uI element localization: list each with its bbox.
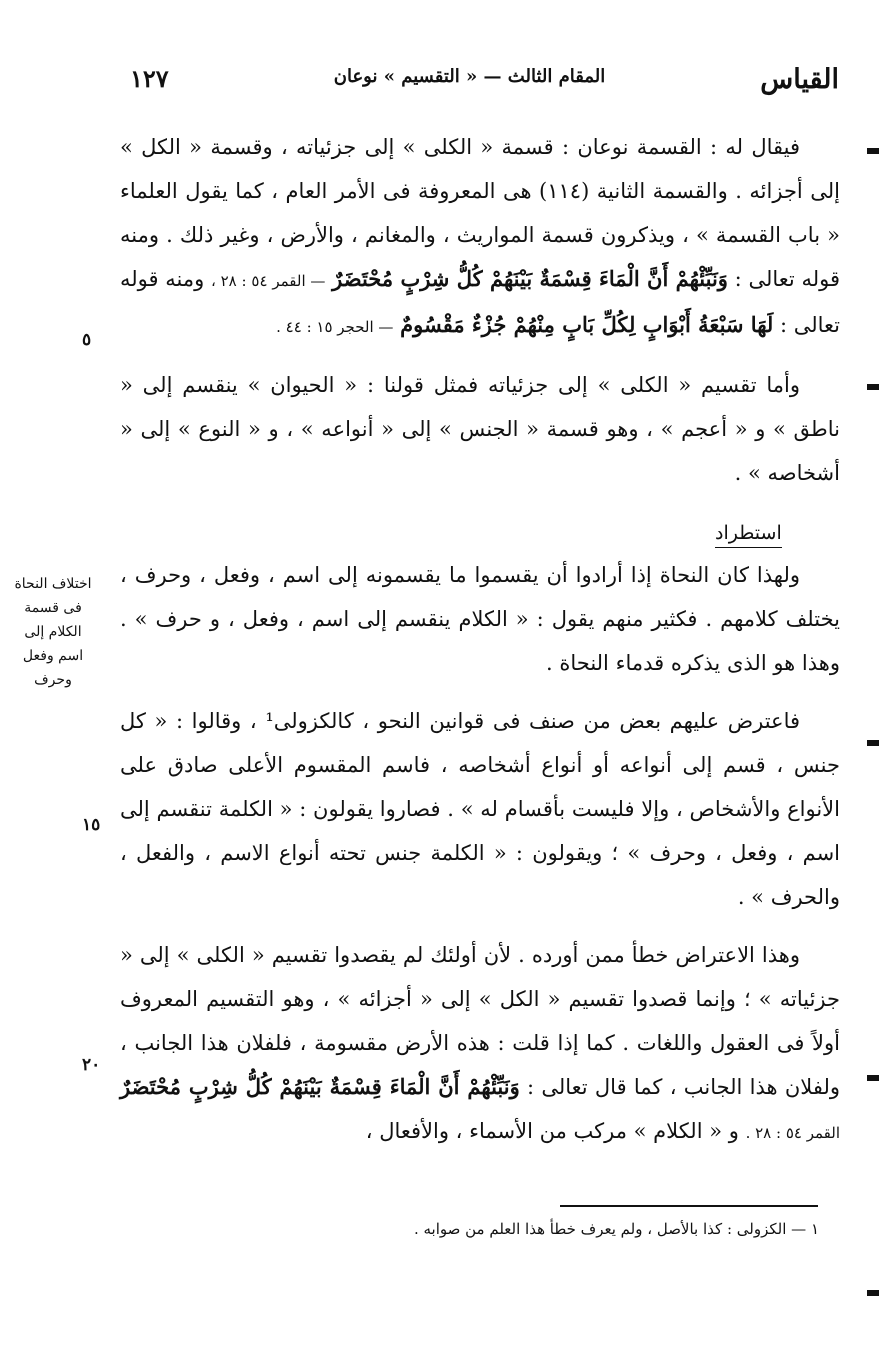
footnote: ١ — الكزولى : كذا بالأصل ، ولم يعرف خطأ هذا العلم من صوابه . bbox=[413, 1220, 819, 1238]
page-edge-mark bbox=[867, 384, 879, 390]
line-number-20: ٢٠ bbox=[82, 1055, 101, 1075]
paragraph-1 bbox=[120, 125, 840, 349]
page-edge-mark bbox=[867, 1290, 879, 1296]
page-number: ١٢٧ bbox=[130, 64, 169, 93]
paragraph-text: وهذا الاعتراض خطأ ممن أورده . لأن أولئك لم يقصدوا تقسيم « الكلى » إلى « جزئياته » ؛ وإنما قصدوا تقسيم « الكل » إلى « أجزائه » ، وهو التقسيم المعروف أولاً فى العقول واللغات . كما إذا قلت : هذه الأرض مقسومة ، فلفلان هذا الجانب ، ولفلان هذا الجانب ، كما قال تعالى : bbox=[120, 943, 840, 1099]
verse-reference: القمر ٥٤ : ٢٨ . bbox=[745, 1124, 840, 1142]
margin-note: اختلاف النحاة فى قسمة الكلام إلى اسم وفعل وحرف bbox=[14, 576, 92, 688]
paragraph-3 bbox=[120, 553, 840, 685]
running-head bbox=[100, 60, 839, 104]
page-edge-mark bbox=[867, 740, 879, 746]
paragraph-text: فاعترض عليهم بعض من صنف فى قوانين النحو ، كالكزولى¹ ، وقالوا : « كل جنس ، قسم إلى أنواعه أو أنواع أشخاصه ، فاسم المقسوم الأعلى صادق على الأنواع والأشخاص ، وإلا فليست بأقسام له » . فصاروا يقولون : « الكلمة تنقسم إلى اسم ، وفعل ، وحرف » ؛ ويقولون : « الكلمة جنس تحته أنواع الاسم ، والفعل ، والحرف » . bbox=[120, 709, 840, 909]
page-edge-mark bbox=[867, 148, 879, 154]
body-text bbox=[120, 125, 840, 1155]
footnote-divider bbox=[560, 1205, 818, 1207]
paragraph-text: ومنه قوله تعالى : bbox=[120, 267, 840, 337]
paragraph-text: فيقال له : القسمة نوعان : قسمة « الكلى » إلى جزئياته ، وقسمة « الكل » إلى أجزائه . والقسمة الثانية (١١٤) هى المعروفة فى الأمر العام ، كما يقول العلماء « باب القسمة » ، ويذكرون قسمة المواريث ، والمغانم ، والأرض ، وغير ذلك . ومنه قوله تعالى : bbox=[120, 135, 840, 291]
paragraph-5 bbox=[120, 933, 840, 1155]
quran-verse: وَنَبِّئْهُمْ أَنَّ الْمَاءَ قِسْمَةٌ بَيْنَهُمْ كُلُّ شِرْبٍ مُحْتَضَرٌ bbox=[332, 266, 728, 291]
quran-verse: لَهَا سَبْعَةُ أَبْوَابٍ لِكُلِّ بَابٍ مِنْهُمْ جُزْءٌ مَقْسُومٌ bbox=[400, 312, 774, 337]
chapter-title: القياس bbox=[760, 64, 839, 95]
line-number-5: ٥ bbox=[82, 330, 92, 350]
paragraph-text: وأما تقسيم « الكلى » إلى جزئياته فمثل قولنا : « الحيوان » ينقسم إلى « ناطق » و « أعجم » ، وهو قسمة « الجنس » إلى « أنواعه » ، و « النوع » إلى « أشخاصه » . bbox=[120, 373, 841, 485]
paragraph-2 bbox=[120, 363, 840, 495]
quran-verse: وَنَبِّئْهُمْ أَنَّ الْمَاءَ قِسْمَةٌ بَيْنَهُمْ كُلُّ شِرْبٍ مُحْتَضَرٌ bbox=[120, 1074, 520, 1099]
verse-reference: — القمر ٥٤ : ٢٨ ، bbox=[210, 272, 326, 290]
page-edge-mark bbox=[867, 1075, 879, 1081]
line-number-15: ١٥ bbox=[82, 815, 101, 835]
verse-reference: — الحجر ١٥ : ٤٤ . bbox=[276, 318, 394, 336]
section-heading: المقام الثالث — « التقسيم » نوعان bbox=[333, 66, 606, 87]
paragraph-4 bbox=[120, 699, 840, 919]
paragraph-text: ولهذا كان النحاة إذا أرادوا أن يقسموا ما يقسمونه إلى اسم ، وفعل ، وحرف ، يختلف كلامهم . فكثير منهم يقول : « الكلام ينقسم إلى اسم ، وفعل ، و حرف » . وهذا هو الذى يذكره قدماء النحاة . bbox=[120, 563, 840, 675]
digression-label: استطراد bbox=[715, 522, 782, 548]
paragraph-text: و « الكلام » مركب من الأسماء ، والأفعال ، bbox=[365, 1119, 739, 1143]
